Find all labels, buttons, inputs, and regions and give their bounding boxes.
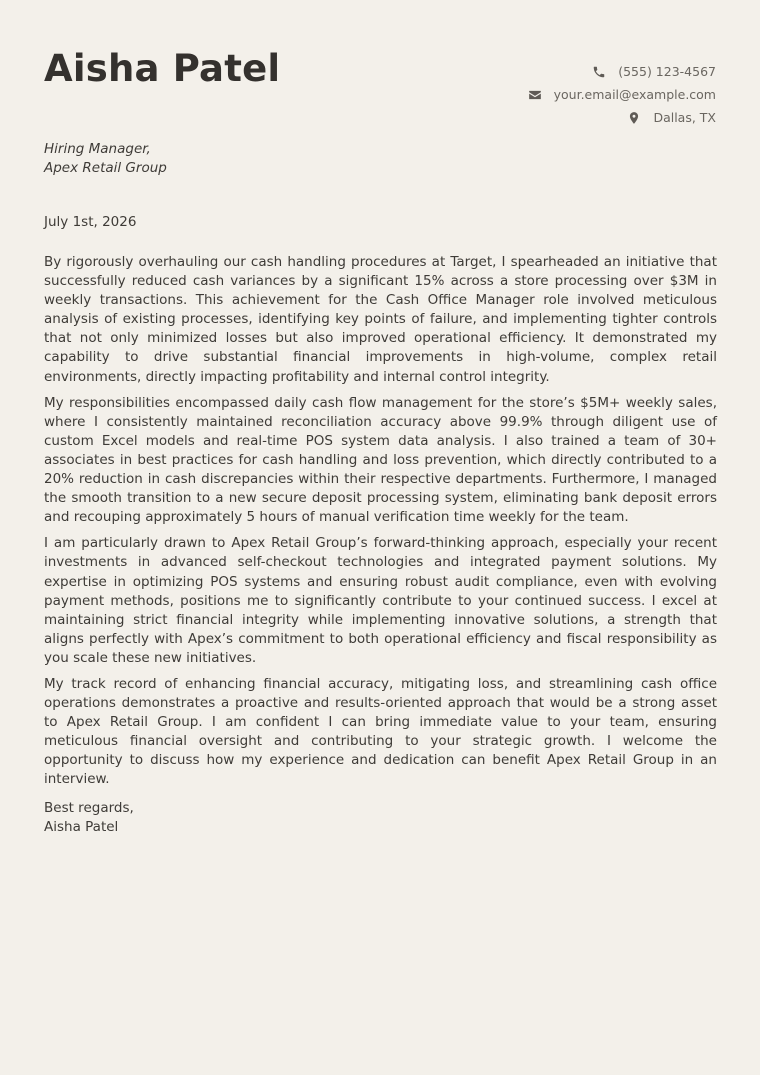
recipient-title: Hiring Manager, — [44, 141, 151, 157]
closing-signature: Aisha Patel — [44, 818, 119, 835]
recipient-block — [44, 140, 167, 178]
body-paragraph: My responsibilities encompassed daily cash flow management for the store’s $5M+ weekly sales, where I consistently maintained reconciliation accuracy above 99.9% through diligent use of custom Excel models and real-time POS system data analysis. I also trained a team of 30+ associates in best practices for cash handling and loss prevention, which directly contributed to a 20% reduction in cash discrepancies within their respective departments. Furthermore, I managed the smooth transition to a new secure deposit processing system, eliminating bank deposit errors and recouping approximately 5 hours of manual verification time weekly for the team. — [44, 394, 717, 526]
applicant-name: Aisha Patel — [44, 47, 281, 90]
closing-block — [44, 799, 717, 837]
contact-email — [528, 83, 716, 106]
body-paragraph: My track record of enhancing financial accuracy, mitigating loss, and streamlining cash office operations demonstrates a proactive and results-oriented approach that would be a strong asset to Apex Retail Group. I am confident I can bring immediate value to your team, ensuring meticulous financial oversight and contributing to your strategic growth. I welcome the opportunity to discuss how my experience and dedication can benefit Apex Retail Group in an interview. — [44, 675, 717, 788]
letter-body — [44, 253, 717, 837]
map-pin-icon — [627, 111, 641, 125]
envelope-icon — [528, 88, 542, 102]
body-paragraph: By rigorously overhauling our cash handling procedures at Target, I spearheaded an initiative that successfully reduced cash variances by a significant 15% across a store processing over $3M in weekly transactions. This achievement for the Cash Office Manager role involved meticulous analysis of existing processes, identifying key points of failure, and implementing tighter controls that not only minimized losses but also improved operational efficiency. It demonstrated my capability to drive substantial financial improvements in high-volume, complex retail environments, directly impacting profitability and internal control integrity. — [44, 254, 717, 385]
location-text: Dallas, TX — [653, 110, 716, 125]
recipient-company: Apex Retail Group — [44, 160, 167, 176]
body-paragraph: I am particularly drawn to Apex Retail Group’s forward-thinking approach, especially your recent investments in advanced self-checkout technologies and integrated payment solutions. My expertise in optimizing POS systems and ensuring robust audit compliance, even with evolving payment methods, positions me to significantly contribute to your continued success. I excel at maintaining strict financial integrity while implementing innovative solutions, a strength that aligns perfectly with Apex’s commitment to both operational efficiency and fiscal responsibility as you scale these new initiatives. — [44, 535, 717, 666]
email-text: your.email@example.com — [553, 87, 716, 102]
phone-icon — [592, 65, 606, 79]
phone-text: (555) 123-4567 — [618, 64, 716, 79]
letter-date: July 1st, 2026 — [44, 214, 137, 230]
contact-phone — [528, 60, 716, 83]
contact-info — [528, 60, 716, 129]
contact-location — [528, 106, 716, 129]
closing-salutation: Best regards, — [44, 799, 134, 816]
